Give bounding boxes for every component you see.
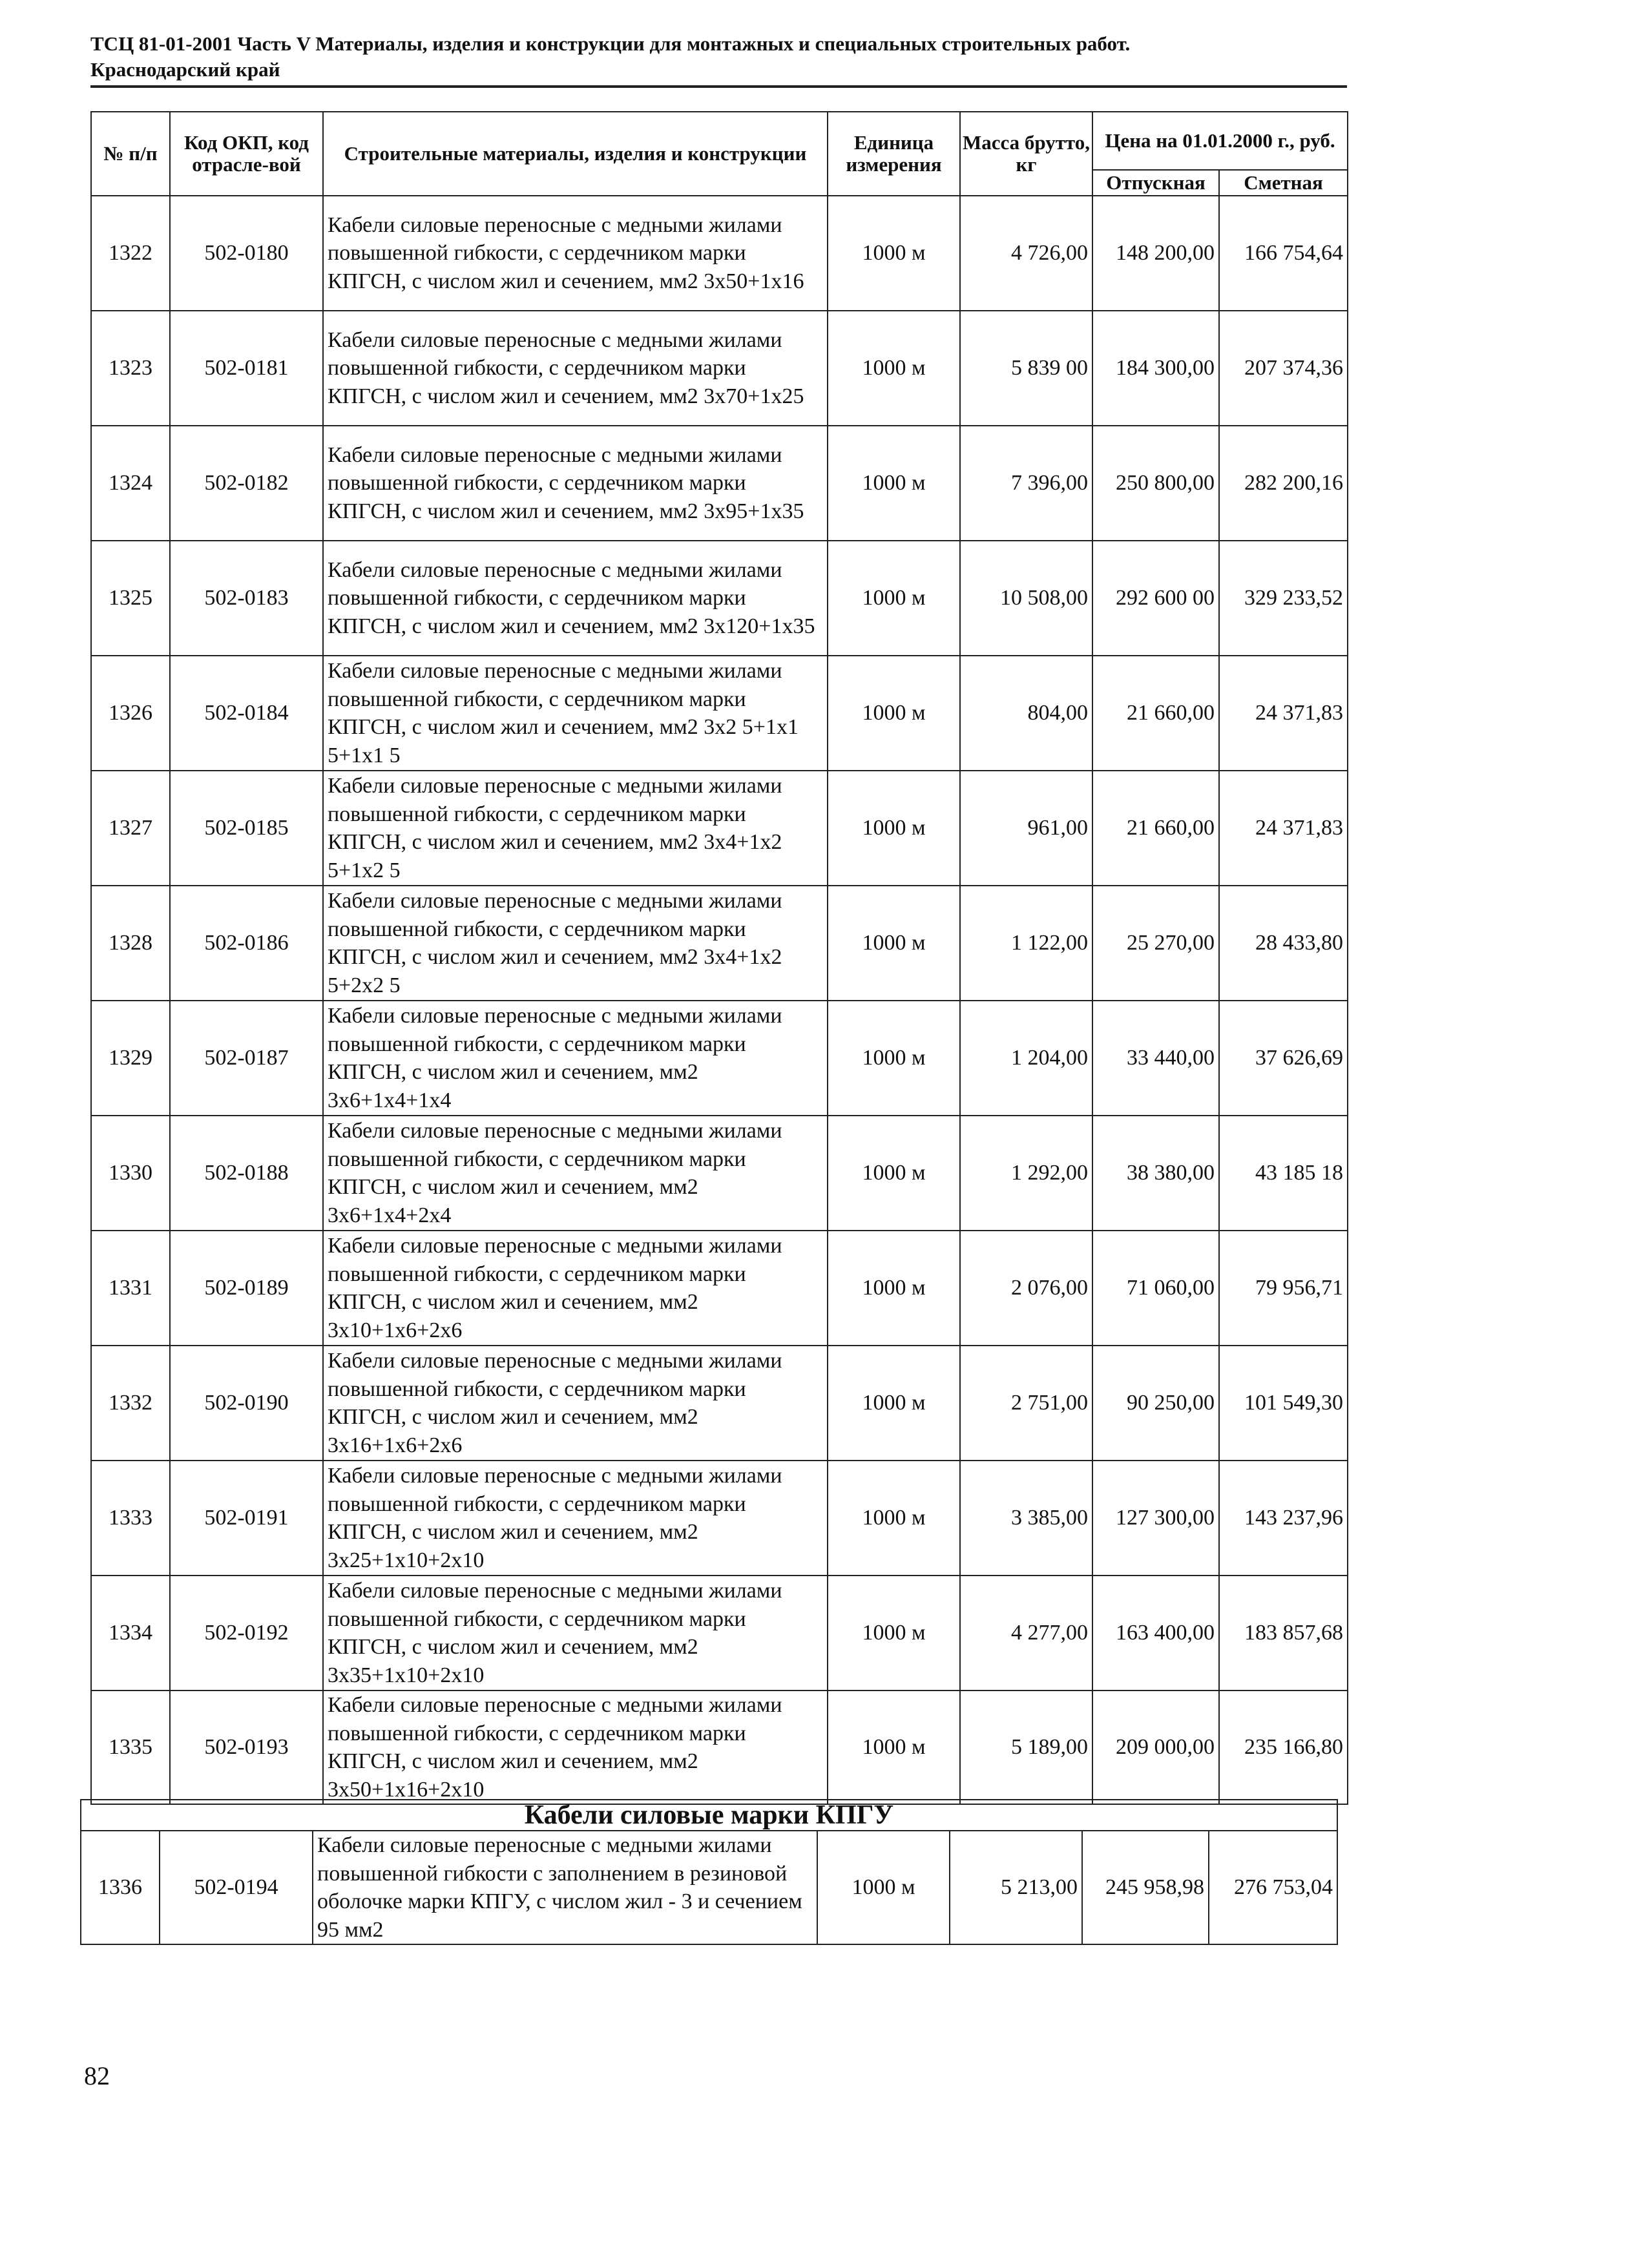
header-title-line2: Краснодарский край	[90, 58, 280, 81]
cell-code: 502-0185	[170, 771, 323, 886]
cell-num: 1329	[91, 1001, 170, 1116]
price-table-section	[80, 1799, 1338, 1945]
page-header	[90, 31, 1344, 83]
cell-mass: 961,00	[960, 771, 1092, 886]
cell-code: 502-0182	[170, 426, 323, 541]
table-row	[91, 1691, 1348, 1804]
cell-code: 502-0188	[170, 1116, 323, 1231]
price-table	[90, 111, 1348, 1805]
cell-price-release: 127 300,00	[1092, 1461, 1219, 1576]
cell-price-release: 245 958,98	[1082, 1831, 1209, 1944]
cell-mass: 804,00	[960, 656, 1092, 771]
cell-mass: 10 508,00	[960, 541, 1092, 656]
cell-num: 1328	[91, 886, 170, 1001]
cell-num: 1322	[91, 196, 170, 311]
cell-price-release: 71 060,00	[1092, 1231, 1219, 1346]
cell-mass: 5 213,00	[950, 1831, 1082, 1944]
cell-mass: 2 751,00	[960, 1346, 1092, 1461]
cell-mass: 7 396,00	[960, 426, 1092, 541]
col-header-unit: Единица измерения	[828, 112, 960, 196]
col-header-num: № п/п	[91, 112, 170, 196]
cell-description: Кабели силовые переносные с медными жилами повышенной гибкости, с сердечником марки КПГСН, с числом жил и сечением, мм2 3х10+1х6+2х6	[323, 1231, 828, 1346]
cell-num: 1326	[91, 656, 170, 771]
cell-mass: 1 204,00	[960, 1001, 1092, 1116]
cell-mass: 1 292,00	[960, 1116, 1092, 1231]
table-row	[91, 1001, 1348, 1116]
table-row	[91, 656, 1348, 771]
header-title-line1: ТСЦ 81-01-2001 Часть V Материалы, изделия и конструкции для монтажных и специальных строительных работ.	[90, 32, 1131, 55]
cell-unit: 1000 м	[828, 1001, 960, 1116]
cell-price-estimate: 37 626,69	[1219, 1001, 1348, 1116]
col-header-price-release: Отпускная	[1092, 170, 1219, 196]
cell-price-release: 33 440,00	[1092, 1001, 1219, 1116]
cell-price-estimate: 24 371,83	[1219, 656, 1348, 771]
cell-num: 1327	[91, 771, 170, 886]
table-row	[91, 886, 1348, 1001]
cell-code: 502-0190	[170, 1346, 323, 1461]
cell-price-release: 90 250,00	[1092, 1346, 1219, 1461]
cell-mass: 4 277,00	[960, 1576, 1092, 1691]
cell-price-release: 184 300,00	[1092, 311, 1219, 426]
cell-description: Кабели силовые переносные с медными жилами повышенной гибкости, с сердечником марки КПГСН, с числом жил и сечением, мм2 3х16+1х6+2х6	[323, 1346, 828, 1461]
cell-num: 1324	[91, 426, 170, 541]
cell-description: Кабели силовые переносные с медными жилами повышенной гибкости, с сердечником марки КПГСН, с числом жил и сечением, мм2 3х120+1х35	[323, 541, 828, 656]
cell-description: Кабели силовые переносные с медными жилами повышенной гибкости, с сердечником марки КПГСН, с числом жил и сечением, мм2 3х6+1х4+2х4	[323, 1116, 828, 1231]
cell-price-estimate: 101 549,30	[1219, 1346, 1348, 1461]
cell-mass: 5 189,00	[960, 1691, 1092, 1804]
cell-num: 1333	[91, 1461, 170, 1576]
cell-unit: 1000 м	[828, 426, 960, 541]
table-row	[91, 311, 1348, 426]
cell-mass: 3 385,00	[960, 1461, 1092, 1576]
cell-price-estimate: 207 374,36	[1219, 311, 1348, 426]
cell-mass: 5 839 00	[960, 311, 1092, 426]
cell-num: 1332	[91, 1346, 170, 1461]
cell-price-release: 250 800,00	[1092, 426, 1219, 541]
cell-num: 1325	[91, 541, 170, 656]
table-row	[91, 1461, 1348, 1576]
table-row	[91, 196, 1348, 311]
cell-description: Кабели силовые переносные с медными жилами повышенной гибкости с заполнением в резиновой оболочке марки КПГУ, с числом жил - 3 и сечением 95 мм2	[313, 1831, 817, 1944]
table-row	[91, 1231, 1348, 1346]
cell-price-release: 21 660,00	[1092, 656, 1219, 771]
table-row	[91, 541, 1348, 656]
cell-unit: 1000 м	[828, 886, 960, 1001]
cell-price-release: 148 200,00	[1092, 196, 1219, 311]
cell-unit: 1000 м	[828, 311, 960, 426]
table-row	[91, 1346, 1348, 1461]
cell-unit: 1000 м	[828, 196, 960, 311]
cell-unit: 1000 м	[828, 1691, 960, 1804]
cell-price-estimate: 166 754,64	[1219, 196, 1348, 311]
cell-num: 1335	[91, 1691, 170, 1804]
col-header-mass: Масса брутто, кг	[960, 112, 1092, 196]
cell-unit: 1000 м	[828, 771, 960, 886]
cell-price-estimate: 183 857,68	[1219, 1576, 1348, 1691]
header-divider	[90, 85, 1347, 88]
section-title: Кабели силовые марки КПГУ	[81, 1800, 1337, 1831]
cell-description: Кабели силовые переносные с медными жилами повышенной гибкости, с сердечником марки КПГСН, с числом жил и сечением, мм2 3х95+1х35	[323, 426, 828, 541]
cell-price-release: 25 270,00	[1092, 886, 1219, 1001]
cell-num: 1331	[91, 1231, 170, 1346]
cell-price-release: 38 380,00	[1092, 1116, 1219, 1231]
cell-code: 502-0191	[170, 1461, 323, 1576]
cell-description: Кабели силовые переносные с медными жилами повышенной гибкости, с сердечником марки КПГСН, с числом жил и сечением, мм2 3х35+1х10+2х10	[323, 1576, 828, 1691]
cell-price-estimate: 28 433,80	[1219, 886, 1348, 1001]
cell-description: Кабели силовые переносные с медными жилами повышенной гибкости, с сердечником марки КПГСН, с числом жил и сечением, мм2 3х6+1х4+1х4	[323, 1001, 828, 1116]
table-row	[91, 1116, 1348, 1231]
cell-unit: 1000 м	[828, 656, 960, 771]
cell-code: 502-0184	[170, 656, 323, 771]
cell-num: 1323	[91, 311, 170, 426]
cell-unit: 1000 м	[828, 1231, 960, 1346]
table-row	[91, 1576, 1348, 1691]
cell-code: 502-0192	[170, 1576, 323, 1691]
cell-unit: 1000 м	[817, 1831, 950, 1944]
cell-unit: 1000 м	[828, 1116, 960, 1231]
table-row	[91, 771, 1348, 886]
cell-price-release: 292 600 00	[1092, 541, 1219, 656]
cell-price-estimate: 235 166,80	[1219, 1691, 1348, 1804]
cell-unit: 1000 м	[828, 1461, 960, 1576]
cell-code: 502-0193	[170, 1691, 323, 1804]
cell-unit: 1000 м	[828, 1576, 960, 1691]
cell-code: 502-0189	[170, 1231, 323, 1346]
cell-description: Кабели силовые переносные с медными жилами повышенной гибкости, с сердечником марки КПГСН, с числом жил и сечением, мм2 3х25+1х10+2х10	[323, 1461, 828, 1576]
cell-price-release: 21 660,00	[1092, 771, 1219, 886]
cell-num: 1330	[91, 1116, 170, 1231]
cell-description: Кабели силовые переносные с медными жилами повышенной гибкости, с сердечником марки КПГСН, с числом жил и сечением, мм2 3х50+1х16	[323, 196, 828, 311]
col-header-price: Цена на 01.01.2000 г., руб.	[1092, 112, 1348, 170]
cell-num: 1336	[81, 1831, 160, 1944]
cell-description: Кабели силовые переносные с медными жилами повышенной гибкости, с сердечником марки КПГСН, с числом жил и сечением, мм2 3х70+1х25	[323, 311, 828, 426]
page-number: 82	[84, 2061, 110, 2090]
cell-price-estimate: 282 200,16	[1219, 426, 1348, 541]
cell-mass: 4 726,00	[960, 196, 1092, 311]
col-header-price-estimate: Сметная	[1219, 170, 1348, 196]
cell-price-estimate: 43 185 18	[1219, 1116, 1348, 1231]
cell-code: 502-0181	[170, 311, 323, 426]
cell-price-estimate: 329 233,52	[1219, 541, 1348, 656]
cell-description: Кабели силовые переносные с медными жилами повышенной гибкости, с сердечником марки КПГСН, с числом жил и сечением, мм2 3х2 5+1х1 5+1х1 5	[323, 656, 828, 771]
col-header-name: Строительные материалы, изделия и конструкции	[323, 112, 828, 196]
cell-code: 502-0187	[170, 1001, 323, 1116]
col-header-code: Код ОКП, код отрасле-вой	[170, 112, 323, 196]
cell-mass: 2 076,00	[960, 1231, 1092, 1346]
table-row	[91, 426, 1348, 541]
cell-price-estimate: 143 237,96	[1219, 1461, 1348, 1576]
cell-unit: 1000 м	[828, 1346, 960, 1461]
table-row	[81, 1831, 1337, 1944]
cell-code: 502-0183	[170, 541, 323, 656]
cell-num: 1334	[91, 1576, 170, 1691]
cell-code: 502-0186	[170, 886, 323, 1001]
cell-code: 502-0194	[160, 1831, 313, 1944]
cell-code: 502-0180	[170, 196, 323, 311]
cell-price-estimate: 79 956,71	[1219, 1231, 1348, 1346]
cell-description: Кабели силовые переносные с медными жилами повышенной гибкости, с сердечником марки КПГСН, с числом жил и сечением, мм2 3х50+1х16+2х10	[323, 1691, 828, 1804]
cell-price-estimate: 276 753,04	[1209, 1831, 1337, 1944]
cell-mass: 1 122,00	[960, 886, 1092, 1001]
cell-price-release: 209 000,00	[1092, 1691, 1219, 1804]
cell-price-estimate: 24 371,83	[1219, 771, 1348, 886]
cell-price-release: 163 400,00	[1092, 1576, 1219, 1691]
cell-unit: 1000 м	[828, 541, 960, 656]
cell-description: Кабели силовые переносные с медными жилами повышенной гибкости, с сердечником марки КПГСН, с числом жил и сечением, мм2 3х4+1х2 5+2х2 5	[323, 886, 828, 1001]
cell-description: Кабели силовые переносные с медными жилами повышенной гибкости, с сердечником марки КПГСН, с числом жил и сечением, мм2 3х4+1х2 5+1х2 5	[323, 771, 828, 886]
